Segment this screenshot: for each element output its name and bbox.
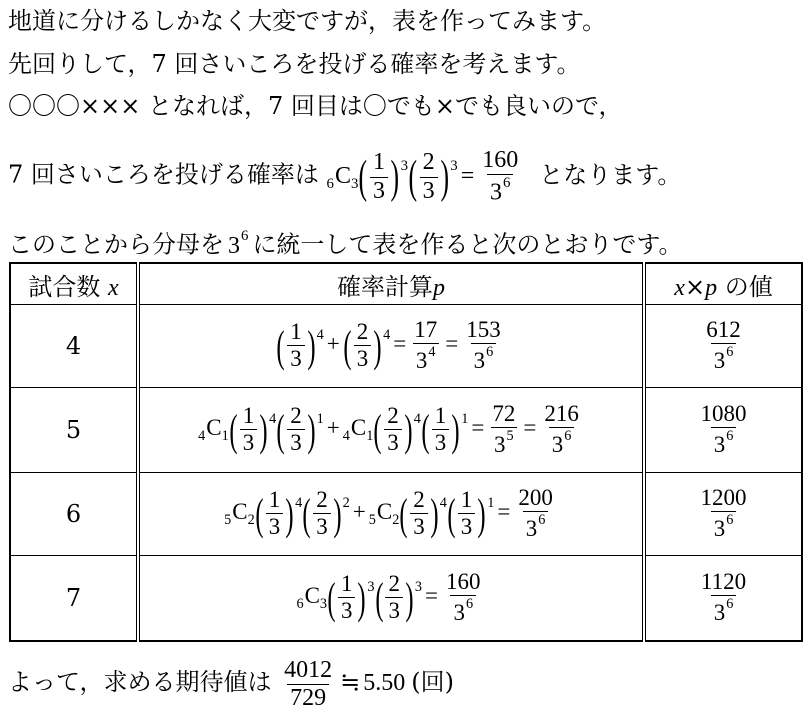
header-xp: x×p の値: [644, 263, 802, 305]
intro-line-3: 〇〇〇××× となれば，7 回目は〇でも×でも良いので，: [8, 92, 623, 120]
row-probability: ( $\frac{1}{3}$ )$^4$ +( $\frac{2}{3}$ )$^4$ = $\frac{17}{3^4}$ = $\frac{153}{3^6}$: [138, 305, 644, 388]
row-probability: $_6C_3$( $\frac{1}{3}$ )$^3$( $\frac{2}{3}$ )$^3$ = $\frac{160}{3^6}$: [138, 556, 644, 642]
line4-prefix: 7 回さいころを投げる確率は: [8, 160, 319, 189]
row-trials: 5: [10, 388, 138, 473]
table-row: [10, 305, 802, 388]
row-xp: $\frac{1200}{3^6}$: [644, 473, 802, 556]
row-probability: $_4C_1$( $\frac{1}{3}$ )$^4$( $\frac{2}{3}$ )$^1 + _4C_1$( $\frac{2}{3}$ )$^4$( $\frac{1}{3}$ )$^1$ = $\frac{72}{3^5}$ = $\frac{216}{3^6}$: [138, 388, 644, 473]
header-probability: 確率計算p: [138, 263, 644, 305]
row-trials: 7: [10, 556, 138, 642]
row-xp: $\frac{612}{3^6}$: [644, 305, 802, 388]
row-xp: $\frac{1080}{3^6}$: [644, 388, 802, 473]
conclusion-unit: (回): [411, 668, 455, 696]
conclusion-line: [8, 652, 454, 713]
row-trials: 6: [10, 473, 138, 556]
row-xp: $\frac{1120}{3^6}$: [644, 556, 802, 642]
conclusion-prefix: よって，求める期待値は: [8, 668, 272, 696]
conclusion-formula: $\frac{4012}{729}$ ≒ 5.50: [284, 656, 406, 711]
line4-formula: $_6C_3$( $\frac{1}{3}$ ) $^3$( $\frac{2}{3}$ ) $^3$ = $\frac{160}{3^6}$: [326, 147, 519, 206]
table-header-row: [10, 263, 802, 305]
intro-line-1: 地道に分けるしかなく大変ですが，表を作ってみます。: [8, 7, 607, 35]
row-trials: 4: [10, 305, 138, 388]
intro-line-2: 先回りして，7 回さいころを投げる確率を考えます。: [8, 50, 581, 78]
intro-line-4: [8, 137, 681, 213]
line4-suffix: となります。: [539, 160, 682, 189]
table-row: [10, 473, 802, 556]
intro-line-5: このことから分母を $3^6$ に統一して表を作ると次のとおりです。: [8, 228, 683, 259]
table-row: [10, 388, 802, 473]
header-trials: 試合数 x: [10, 263, 138, 305]
probability-table: [9, 262, 803, 642]
table-row: [10, 556, 802, 642]
row-probability: $_5C_2$( $\frac{1}{3}$ )$^4$( $\frac{2}{3}$ )$^2 + _5C_2$( $\frac{2}{3}$ )$^4$( $\frac{1}{3}$ )$^1$ = $\frac{200}{3^6}$: [138, 473, 644, 556]
